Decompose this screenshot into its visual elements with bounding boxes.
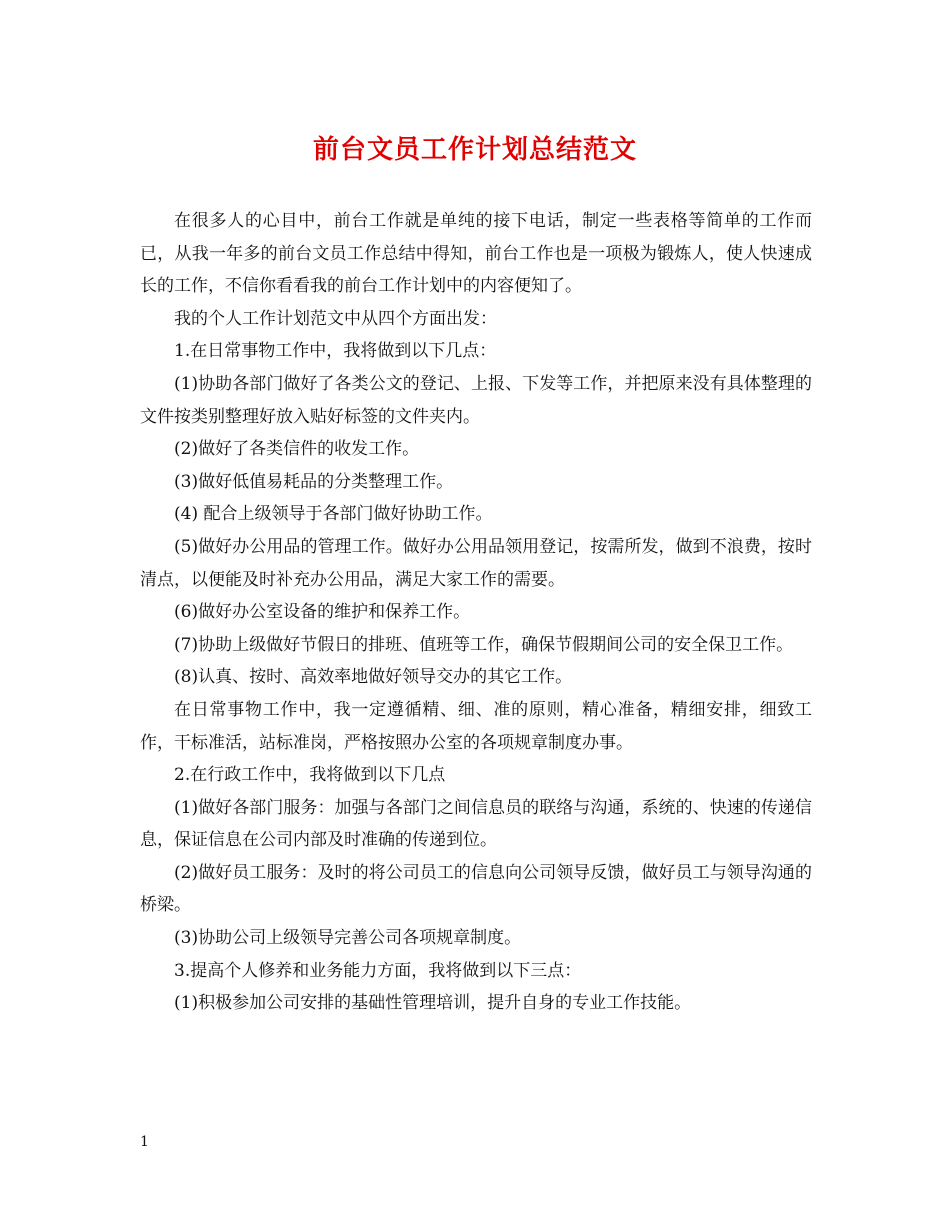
list-item: (3)协助公司上级领导完善公司各项规章制度。 <box>174 928 522 949</box>
list-item: (6)做好办公室设备的维护和保养工作。 <box>174 602 471 623</box>
list-item: (2)做好员工服务：及时的将公司员工的信息向公司领导反馈，做好员工与领导沟通的桥梁。 <box>140 862 812 916</box>
document-title: 前台文员工作计划总结范文 <box>312 135 637 165</box>
section-heading: 2.在行政工作中，我将做到以下几点 <box>174 765 446 786</box>
list-item: (7)协助上级做好节假日的排班、值班等工作，确保节假期间公司的安全保卫工作。 <box>174 634 794 655</box>
list-item: (2)做好了各类信件的收发工作。 <box>174 439 420 460</box>
paragraph: 在很多人的心目中，前台工作就是单纯的接下电话，制定一些表格等简单的工作而已，从我一年多的前台文员工作总结中得知，前台工作也是一项极为锻炼人，使人快速成长的工作，不信你看看我的前台工作计划中的内容便知了。 <box>140 211 812 297</box>
list-item: (5)做好办公用品的管理工作。做好办公用品领用登记，按需所发，做到不浪费，按时清点，以便能及时补充办公用品，满足大家工作的需要。 <box>140 536 812 590</box>
paragraph: 我的个人工作计划范文中从四个方面出发： <box>174 308 497 329</box>
list-item: (1)积极参加公司安排的基础性管理培训，提升自身的专业工作技能。 <box>174 993 692 1014</box>
list-item: (1)协助各部门做好了各类公文的登记、上报、下发等工作，并把原来没有具体整理的文件按类别整理好放入贴好标签的文件夹内。 <box>140 373 812 427</box>
page-number: 1 <box>140 1134 149 1150</box>
list-item: (8)认真、按时、高效率地做好领导交办的其它工作。 <box>174 667 573 688</box>
document-body <box>140 205 812 1020</box>
list-item: (1)做好各部门服务：加强与各部门之间信息员的联络与沟通，系统的、快速的传递信息，保证信息在公司内部及时准确的传递到位。 <box>140 797 812 851</box>
list-item: (4) 配合上级领导于各部门做好协助工作。 <box>174 504 493 525</box>
list-item: (3)做好低值易耗品的分类整理工作。 <box>174 471 454 492</box>
section-heading: 1.在日常事物工作中，我将做到以下几点： <box>174 341 497 362</box>
section-heading: 3.提高个人修养和业务能力方面，我将做到以下三点： <box>174 960 582 981</box>
paragraph: 在日常事物工作中，我一定遵循精、细、准的原则，精心准备，精细安排，细致工作，干标准活，站标准岗，严格按照办公室的各项规章制度办事。 <box>140 699 812 753</box>
